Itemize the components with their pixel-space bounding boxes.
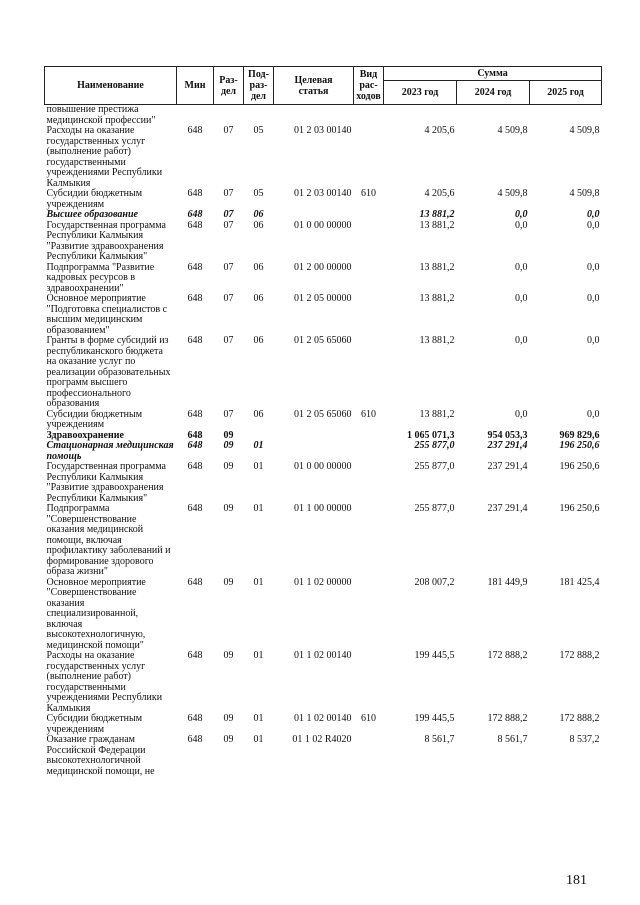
row-min: 648 — [187, 219, 203, 231]
row-value-2023: 8 561,7 — [424, 734, 455, 745]
row-podrazdel: 06 — [253, 408, 264, 420]
table-row — [45, 651, 602, 714]
header-2023: 2023 год — [384, 81, 457, 105]
table-row — [45, 410, 602, 431]
row-razdel — [214, 105, 244, 127]
row-value-2025: 0,0 — [587, 408, 600, 420]
row-value-2025: 0,0 — [587, 219, 600, 231]
row-razdel: 09 — [223, 650, 234, 661]
row-name: Расходы на оказание государственных услуг (выполнение работ) государственными учреждениями Республики Калмыкия — [46, 125, 163, 189]
row-name: Основное мероприятие "Подготовка специалистов с высшим медицинским образованием" — [46, 293, 168, 336]
row-name: Гранты в форме субсидий из республиканского бюджета на оказание услуг по реализации образовательных программ высшего профессионального образования — [46, 335, 171, 409]
row-value-2024 — [457, 105, 530, 127]
row-name: Государственная программа Республики Калмыкия "Развитие здравоохранения Республики Калмыкия" — [46, 219, 166, 262]
row-target — [274, 441, 354, 462]
row-razdel: 07 — [223, 335, 234, 346]
row-value-2023: 13 881,2 — [419, 209, 455, 220]
row-podrazdel — [244, 105, 274, 127]
row-value-2023: 255 877,0 — [414, 461, 455, 472]
row-value-2023: 4 205,6 — [424, 125, 455, 136]
row-target: 01 2 03 00140 — [294, 188, 352, 199]
row-podrazdel: 06 — [253, 219, 264, 231]
table-row — [45, 126, 602, 189]
row-value-2024: 172 888,2 — [487, 713, 528, 724]
row-value-2024: 4 509,8 — [497, 125, 528, 136]
row-razdel: 07 — [223, 219, 234, 231]
row-target: 01 2 00 00000 — [294, 261, 352, 273]
table-row — [45, 221, 602, 263]
row-name: Расходы на оказание государственных услуг (выполнение работ) государственными учреждениями Республики Калмыкия — [46, 650, 163, 714]
row-value-2025: 172 888,2 — [559, 713, 600, 724]
row-value-2025: 196 250,6 — [559, 440, 600, 451]
row-razdel: 09 — [223, 461, 234, 472]
row-name: Субсидии бюджетным учреждениям — [46, 713, 143, 735]
row-podrazdel: 06 — [253, 293, 264, 304]
header-vid: Вид рас- ходов — [354, 67, 384, 105]
row-podrazdel: 05 — [253, 125, 264, 136]
row-min: 648 — [187, 650, 203, 661]
table-row — [45, 578, 602, 652]
row-value-2023: 13 881,2 — [419, 219, 455, 231]
row-value-2023: 208 007,2 — [414, 576, 455, 588]
row-value-2023: 1 065 071,3 — [407, 429, 455, 441]
row-podrazdel: 01 — [253, 461, 264, 472]
row-min: 648 — [187, 125, 203, 136]
row-value-2024: 237 291,4 — [487, 461, 528, 472]
row-name: повышение престижа медицинской профессии" — [46, 104, 156, 126]
row-podrazdel: 06 — [253, 261, 264, 273]
table-row — [45, 336, 602, 410]
row-value-2023: 13 881,2 — [419, 335, 455, 346]
row-value-2023: 255 877,0 — [414, 440, 455, 451]
row-vid: 610 — [361, 188, 376, 199]
row-value-2025: 4 509,8 — [569, 125, 600, 136]
table-row — [45, 189, 602, 210]
header-name: Наименование — [45, 67, 177, 105]
row-target: 01 1 02 R4020 — [292, 734, 352, 745]
row-value-2024: 181 449,9 — [487, 576, 528, 588]
row-target: 01 0 00 00000 — [294, 219, 352, 231]
row-value-2023: 4 205,6 — [424, 188, 455, 199]
budget-table — [44, 66, 602, 777]
row-value-2025 — [530, 105, 602, 127]
row-value-2024: 172 888,2 — [487, 650, 528, 661]
row-value-2024: 0,0 — [515, 335, 528, 346]
row-value-2025: 181 425,4 — [559, 576, 600, 588]
row-min: 648 — [187, 335, 203, 346]
page-number: 181 — [566, 873, 587, 888]
row-vid — [354, 651, 384, 714]
row-vid — [354, 735, 384, 777]
row-podrazdel: 05 — [253, 188, 264, 199]
row-name: Стационарная медицинская помощь — [46, 440, 174, 462]
row-value-2023: 199 445,5 — [414, 650, 455, 661]
row-razdel: 07 — [223, 188, 234, 199]
row-value-2025: 196 250,6 — [559, 503, 600, 514]
row-value-2025: 0,0 — [587, 209, 600, 220]
row-min: 648 — [187, 503, 203, 514]
row-value-2024: 8 561,7 — [497, 734, 528, 745]
row-vid — [354, 210, 384, 221]
row-min: 648 — [187, 188, 203, 199]
table-row — [45, 210, 602, 221]
row-podrazdel: 01 — [253, 713, 264, 724]
header-min: Мин — [177, 67, 214, 105]
row-target: 01 2 05 00000 — [294, 293, 352, 304]
row-vid — [354, 504, 384, 578]
row-vid — [354, 294, 384, 336]
row-target: 01 1 02 00140 — [294, 650, 352, 661]
row-value-2023 — [384, 105, 457, 127]
table-row — [45, 462, 602, 504]
header-summa: Сумма — [384, 67, 602, 81]
row-name: Подпрограмма "Совершенствование оказания медицинской помощи, включая профилактику заболеваний и формирование здорового образа жизни" — [46, 503, 171, 577]
row-value-2024: 237 291,4 — [487, 440, 528, 451]
row-min: 648 — [187, 440, 203, 451]
row-name: Высшее образование — [46, 209, 138, 220]
row-name: Государственная программа Республики Калмыкия "Развитие здравоохранения Республики Калмыкия" — [46, 461, 166, 504]
table-body — [45, 105, 602, 778]
row-value-2024: 954 053,3 — [487, 429, 528, 441]
row-value-2025: 172 888,2 — [559, 650, 600, 661]
row-value-2024: 4 509,8 — [497, 188, 528, 199]
row-value-2025: 969 829,6 — [559, 429, 600, 441]
row-value-2025: 0,0 — [587, 335, 600, 346]
row-razdel: 09 — [223, 503, 234, 514]
row-vid — [354, 105, 384, 127]
table-row — [45, 735, 602, 777]
row-name: Оказание гражданам Российской Федерации высокотехнологичной медицинской помощи, не — [46, 734, 155, 777]
table-row — [45, 441, 602, 462]
row-vid — [354, 221, 384, 263]
row-value-2023: 255 877,0 — [414, 503, 455, 514]
row-razdel: 07 — [223, 408, 234, 420]
row-razdel: 07 — [223, 261, 234, 273]
row-name: Субсидии бюджетным учреждениям — [46, 188, 143, 210]
row-min: 648 — [187, 293, 203, 304]
row-target: 01 2 05 65060 — [294, 335, 352, 346]
table-row — [45, 294, 602, 336]
row-target: 01 2 05 65060 — [294, 408, 352, 420]
row-podrazdel: 06 — [253, 335, 264, 346]
row-target: 01 1 02 00000 — [294, 576, 352, 588]
row-target — [274, 210, 354, 221]
row-vid — [354, 263, 384, 295]
table-row — [45, 263, 602, 295]
row-min — [177, 105, 214, 127]
table-row — [45, 105, 602, 127]
row-vid — [354, 126, 384, 189]
row-value-2024: 0,0 — [515, 408, 528, 420]
row-name: Субсидии бюджетным учреждениям — [46, 408, 143, 430]
row-razdel: 07 — [223, 293, 234, 304]
row-value-2023: 199 445,5 — [414, 713, 455, 724]
row-vid — [354, 578, 384, 652]
row-razdel: 09 — [223, 429, 234, 441]
row-target: 01 1 02 00140 — [294, 713, 352, 724]
table-row — [45, 504, 602, 578]
row-min: 648 — [187, 734, 203, 745]
row-value-2023: 13 881,2 — [419, 261, 455, 273]
row-value-2024: 0,0 — [515, 219, 528, 231]
row-name: Здравоохранение — [46, 429, 124, 441]
row-target: 01 1 00 00000 — [294, 503, 352, 514]
row-target: 01 2 03 00140 — [294, 125, 352, 136]
row-min: 648 — [187, 713, 203, 724]
row-target — [274, 431, 354, 442]
row-name: Подпрограмма "Развитие кадровых ресурсов в здравоохранении" — [46, 261, 155, 294]
row-razdel: 09 — [223, 713, 234, 724]
row-value-2025: 0,0 — [587, 261, 600, 273]
table-header — [45, 67, 602, 105]
row-vid — [354, 431, 384, 442]
row-value-2024: 0,0 — [515, 209, 528, 220]
table-row — [45, 714, 602, 735]
row-min: 648 — [187, 209, 203, 220]
row-value-2024: 237 291,4 — [487, 503, 528, 514]
row-vid — [354, 336, 384, 410]
row-min: 648 — [187, 461, 203, 472]
row-podrazdel: 01 — [253, 440, 264, 451]
row-value-2024: 0,0 — [515, 293, 528, 304]
row-podrazdel: 01 — [253, 734, 264, 745]
row-vid — [354, 462, 384, 504]
row-value-2025: 8 537,2 — [569, 734, 600, 745]
row-vid — [354, 441, 384, 462]
row-podrazdel: 01 — [253, 650, 264, 661]
row-name: Основное мероприятие "Совершенствование оказания специализированной, включая высокотехнологичную, медицинской помощи" — [46, 576, 146, 651]
row-value-2023: 13 881,2 — [419, 293, 455, 304]
row-razdel: 07 — [223, 125, 234, 136]
row-value-2025: 196 250,6 — [559, 461, 600, 472]
row-target — [274, 105, 354, 127]
header-podrazdel: Под- раз- дел — [244, 67, 274, 105]
row-value-2024: 0,0 — [515, 261, 528, 273]
row-min: 648 — [187, 408, 203, 420]
row-value-2023: 13 881,2 — [419, 408, 455, 420]
row-podrazdel: 06 — [253, 209, 264, 220]
row-value-2025: 4 509,8 — [569, 188, 600, 199]
header-2025: 2025 год — [530, 81, 602, 105]
row-razdel: 09 — [223, 440, 234, 451]
row-podrazdel: 01 — [253, 503, 264, 514]
row-min: 648 — [187, 429, 203, 441]
row-razdel: 09 — [223, 734, 234, 745]
row-min: 648 — [187, 576, 203, 588]
row-vid: 610 — [361, 713, 376, 724]
row-min: 648 — [187, 261, 203, 273]
row-podrazdel: 01 — [253, 576, 264, 588]
header-target: Целевая статья — [274, 67, 354, 105]
header-2024: 2024 год — [457, 81, 530, 105]
row-razdel: 07 — [223, 209, 234, 220]
row-razdel: 09 — [223, 576, 234, 588]
row-value-2025: 0,0 — [587, 293, 600, 304]
header-razdel: Раз- дел — [214, 67, 244, 105]
row-vid: 610 — [361, 408, 376, 420]
row-target: 01 0 00 00000 — [294, 461, 352, 472]
